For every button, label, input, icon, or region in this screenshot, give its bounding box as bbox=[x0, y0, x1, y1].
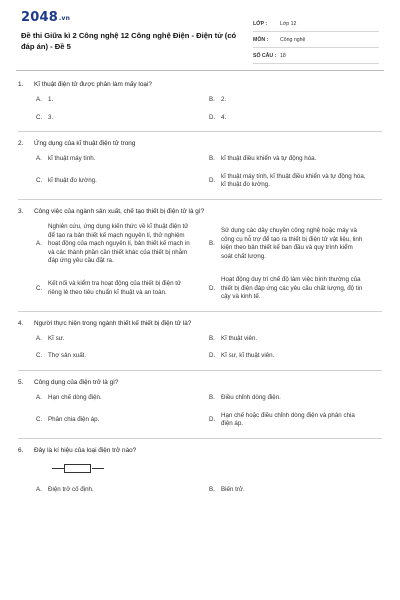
logo-suffix: .vn bbox=[58, 15, 71, 22]
option-text: Thợ sản xuất. bbox=[48, 352, 87, 360]
question-text: Kĩ thuật điện tử được phân làm mấy loại? bbox=[34, 81, 152, 88]
option-letter: D. bbox=[209, 352, 216, 360]
option-d[interactable] bbox=[209, 114, 382, 123]
question-number: 3. bbox=[18, 207, 24, 215]
question-number: 1. bbox=[18, 81, 24, 88]
option-text: 1. bbox=[48, 96, 54, 103]
question-list bbox=[18, 80, 382, 510]
option-letter: A. bbox=[36, 155, 42, 163]
logo-main: 2048 bbox=[21, 10, 58, 25]
option-d[interactable] bbox=[209, 412, 382, 429]
meta-count-row bbox=[253, 48, 379, 64]
option-text: Điều chỉnh dòng điện. bbox=[221, 393, 281, 401]
option-b[interactable] bbox=[209, 223, 382, 266]
option-a[interactable] bbox=[36, 155, 209, 164]
option-c[interactable] bbox=[36, 352, 209, 361]
question-2 bbox=[18, 139, 382, 200]
option-text: kĩ thuật máy tính, kĩ thuật điều khiển và tự động hóa, kĩ thuật đo lường. bbox=[221, 172, 366, 189]
question-4 bbox=[18, 319, 382, 371]
option-letter: B. bbox=[209, 240, 215, 248]
option-a[interactable] bbox=[36, 486, 209, 495]
question-text: Ứng dụng của kĩ thuật điện tử trong bbox=[34, 140, 136, 148]
resistor-lead-right bbox=[92, 468, 104, 469]
option-letter: A. bbox=[36, 96, 42, 103]
option-text: 2. bbox=[221, 96, 227, 103]
option-text: 3. bbox=[48, 113, 54, 121]
question-number: 6. bbox=[18, 446, 24, 454]
option-c[interactable] bbox=[36, 276, 209, 302]
option-list bbox=[18, 394, 382, 429]
option-text: Biến trở. bbox=[221, 485, 245, 493]
question-head bbox=[18, 378, 382, 387]
question-1 bbox=[18, 80, 382, 132]
option-d[interactable] bbox=[209, 173, 382, 190]
option-b[interactable] bbox=[209, 394, 382, 403]
option-text: Hoạt động duy trì chế độ làm việc bình thường của thiết bị điện đáp ứng các yêu cầu chất lượng, độ tin cậy và kinh tế. bbox=[221, 275, 363, 301]
option-text: kĩ thuật điều khiển và tự động hóa. bbox=[221, 155, 317, 163]
meta-value: Công nghệ bbox=[280, 36, 306, 43]
option-text: Kết nối và kiểm tra hoạt động của thiết bị điện tử riêng lẻ theo tiêu chuẩn kĩ thuật và an toàn. bbox=[48, 280, 182, 296]
option-a[interactable] bbox=[36, 96, 209, 105]
option-letter: B. bbox=[209, 96, 215, 103]
question-number: 4. bbox=[18, 319, 24, 327]
option-letter: A. bbox=[36, 393, 42, 401]
meta-value: 18 bbox=[280, 52, 286, 59]
option-a[interactable] bbox=[36, 394, 209, 403]
option-list bbox=[18, 155, 382, 190]
option-text: 4. bbox=[221, 113, 227, 121]
question-text: Người thực hiện trong ngành thiết kế thiết bị điện tử là? bbox=[34, 319, 192, 327]
question-5 bbox=[18, 378, 382, 439]
option-text: kĩ thuật máy tính. bbox=[48, 155, 96, 163]
option-letter: A. bbox=[36, 485, 42, 493]
question-head bbox=[18, 319, 382, 328]
option-c[interactable] bbox=[36, 173, 209, 190]
option-d[interactable] bbox=[209, 276, 382, 302]
option-letter: B. bbox=[209, 155, 215, 163]
question-head bbox=[18, 446, 382, 455]
meta-label: LỚP : bbox=[253, 20, 268, 27]
question-head bbox=[18, 80, 382, 89]
option-letter: C. bbox=[36, 177, 43, 185]
question-head bbox=[18, 139, 382, 148]
meta-label: SỐ CÂU : bbox=[253, 52, 277, 59]
option-letter: C. bbox=[36, 113, 43, 121]
resistor-symbol-icon bbox=[52, 462, 104, 476]
question-number: 2. bbox=[18, 140, 24, 148]
option-letter: C. bbox=[36, 284, 43, 292]
option-letter: B. bbox=[209, 393, 215, 401]
option-text: Kĩ sư, kĩ thuật viên. bbox=[221, 352, 275, 360]
option-a[interactable] bbox=[36, 223, 209, 266]
option-letter: B. bbox=[209, 334, 215, 342]
meta-class-row bbox=[253, 16, 379, 32]
exam-header bbox=[0, 0, 400, 72]
option-a[interactable] bbox=[36, 335, 209, 344]
option-b[interactable] bbox=[209, 96, 382, 105]
meta-value: Lớp 12 bbox=[280, 20, 297, 27]
option-letter: D. bbox=[209, 284, 216, 292]
option-letter: A. bbox=[36, 334, 42, 342]
option-text: Sử dụng các dây chuyền công nghệ hoặc máy và công cụ hỗ trợ để tạo ra thiết bị điện tử vật liệu, linh kiện theo bản thiết kế ban đầu và quy trình kiểm soát chất lượng. bbox=[221, 227, 363, 261]
site-logo[interactable] bbox=[21, 10, 70, 25]
option-c[interactable] bbox=[36, 114, 209, 123]
option-b[interactable] bbox=[209, 335, 382, 344]
option-letter: D. bbox=[209, 415, 216, 423]
option-text: Kĩ thuật viên. bbox=[221, 334, 258, 342]
option-letter: B. bbox=[209, 485, 215, 493]
option-list bbox=[18, 223, 382, 302]
option-d[interactable] bbox=[209, 352, 382, 361]
question-number: 5. bbox=[18, 378, 24, 386]
option-text: Phân chia điện áp. bbox=[48, 415, 100, 423]
option-letter: C. bbox=[36, 352, 43, 360]
option-letter: D. bbox=[209, 177, 216, 185]
question-3 bbox=[18, 207, 382, 312]
option-text: Điện trở cố định. bbox=[48, 485, 94, 493]
meta-subject-row bbox=[253, 32, 379, 48]
meta-label: MÔN : bbox=[253, 36, 269, 43]
header-divider bbox=[16, 70, 384, 71]
question-head bbox=[18, 207, 382, 216]
option-letter: C. bbox=[36, 415, 43, 423]
question-text: Đây là kí hiệu của loại điện trở nào? bbox=[34, 446, 137, 454]
option-text: Hạn chế dòng điện. bbox=[48, 393, 102, 401]
question-6 bbox=[18, 446, 382, 504]
question-text: Công việc của ngành sản xuất, chế tạo thiết bị điện tử là gì? bbox=[34, 207, 205, 215]
option-list bbox=[18, 96, 382, 122]
option-b[interactable] bbox=[209, 155, 382, 164]
option-text: Kĩ sư. bbox=[48, 334, 65, 342]
option-list bbox=[18, 486, 382, 495]
option-b[interactable] bbox=[209, 486, 382, 495]
option-letter: D. bbox=[209, 113, 216, 121]
question-text: Công dụng của điện trở là gì? bbox=[34, 378, 119, 386]
resistor-body bbox=[64, 464, 91, 473]
option-text: kĩ thuật đo lường. bbox=[48, 177, 97, 185]
exam-title: Đề thi Giữa kì 2 Công nghệ 12 Công nghệ Điện - Điện tử (có đáp án) - Đề 5 bbox=[21, 31, 237, 51]
resistor-lead-left bbox=[52, 468, 64, 469]
option-letter: A. bbox=[36, 240, 42, 248]
option-list bbox=[18, 335, 382, 361]
option-c[interactable] bbox=[36, 412, 209, 429]
option-text: Nghiên cứu, ứng dụng kiến thức về kĩ thuật điện tử để tạo ra bản thiết kế mạch nguyên lí, thử nghiệm hoạt động của mạch nguyên lí, bản thiết kế mạch in và các thành phần cần thiết khác của thiết bị nhằm đáp ứng yêu cầu đặt ra. bbox=[48, 222, 190, 265]
option-text: Hạn chế hoặc điều chỉnh dòng điện và phân chia điện áp. bbox=[221, 411, 355, 428]
exam-meta bbox=[253, 16, 379, 64]
